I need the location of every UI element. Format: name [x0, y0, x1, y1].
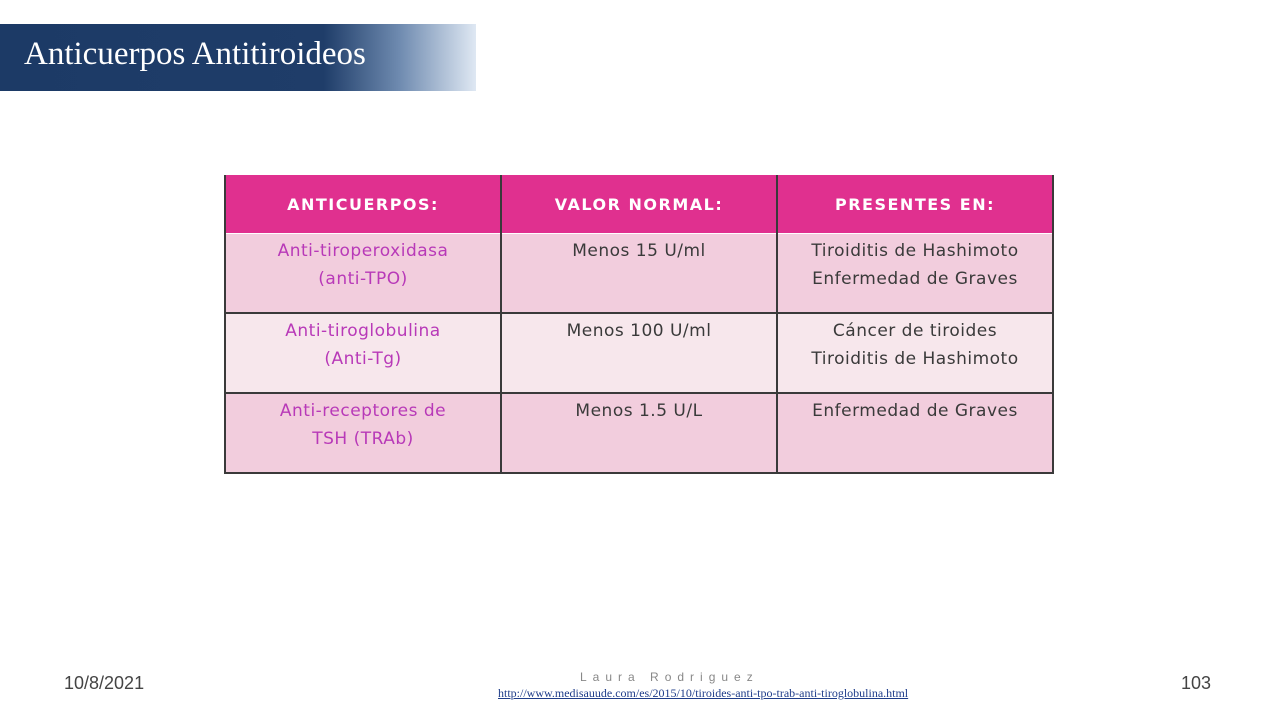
antibody-abbrev: (Anti-Tg) [324, 349, 402, 369]
header-present-in: PRESENTES EN: [777, 175, 1053, 234]
normal-value-cell: Menos 100 U/ml [501, 313, 777, 393]
title-bar [0, 24, 476, 91]
condition: Cáncer de tiroides [832, 321, 998, 341]
antibody-cell [225, 313, 501, 393]
table-row [225, 393, 1053, 473]
antibody-name: Anti-receptores de [279, 401, 447, 421]
table-row [225, 313, 1053, 393]
antibodies-table [224, 175, 1054, 474]
condition: Enfermedad de Graves [812, 269, 1018, 289]
present-in-cell [777, 393, 1053, 473]
antibody-abbrev: (anti-TPO) [318, 269, 408, 289]
condition: Tiroiditis de Hashimoto [811, 241, 1019, 261]
antibody-name: Anti-tiroperoxidasa [277, 241, 449, 261]
header-normal-value: VALOR NORMAL: [501, 175, 777, 234]
source-link[interactable]: http://www.medisauude.com/es/2015/10/tiroides-anti-tpo-trab-anti-tiroglobulina.html [498, 686, 909, 700]
present-in-cell [777, 234, 1053, 314]
normal-value-cell: Menos 15 U/ml [501, 234, 777, 314]
footer-author: Laura Rodriguez [580, 670, 759, 684]
header-antibodies: ANTICUERPOS: [225, 175, 501, 234]
slide-title: Anticuerpos Antitiroideos [24, 36, 366, 72]
condition: Tiroiditis de Hashimoto [811, 349, 1019, 369]
antibody-name: Anti-tiroglobulina [285, 321, 441, 341]
antibody-cell [225, 234, 501, 314]
table-row [225, 234, 1053, 314]
antibody-abbrev: TSH (TRAb) [312, 429, 414, 449]
footer-date: 10/8/2021 [64, 673, 145, 693]
normal-value-cell: Menos 1.5 U/L [501, 393, 777, 473]
table-header-row [225, 175, 1053, 234]
antibody-cell [225, 393, 501, 473]
present-in-cell [777, 313, 1053, 393]
condition: Enfermedad de Graves [812, 401, 1018, 421]
page-number: 103 [1181, 673, 1212, 693]
